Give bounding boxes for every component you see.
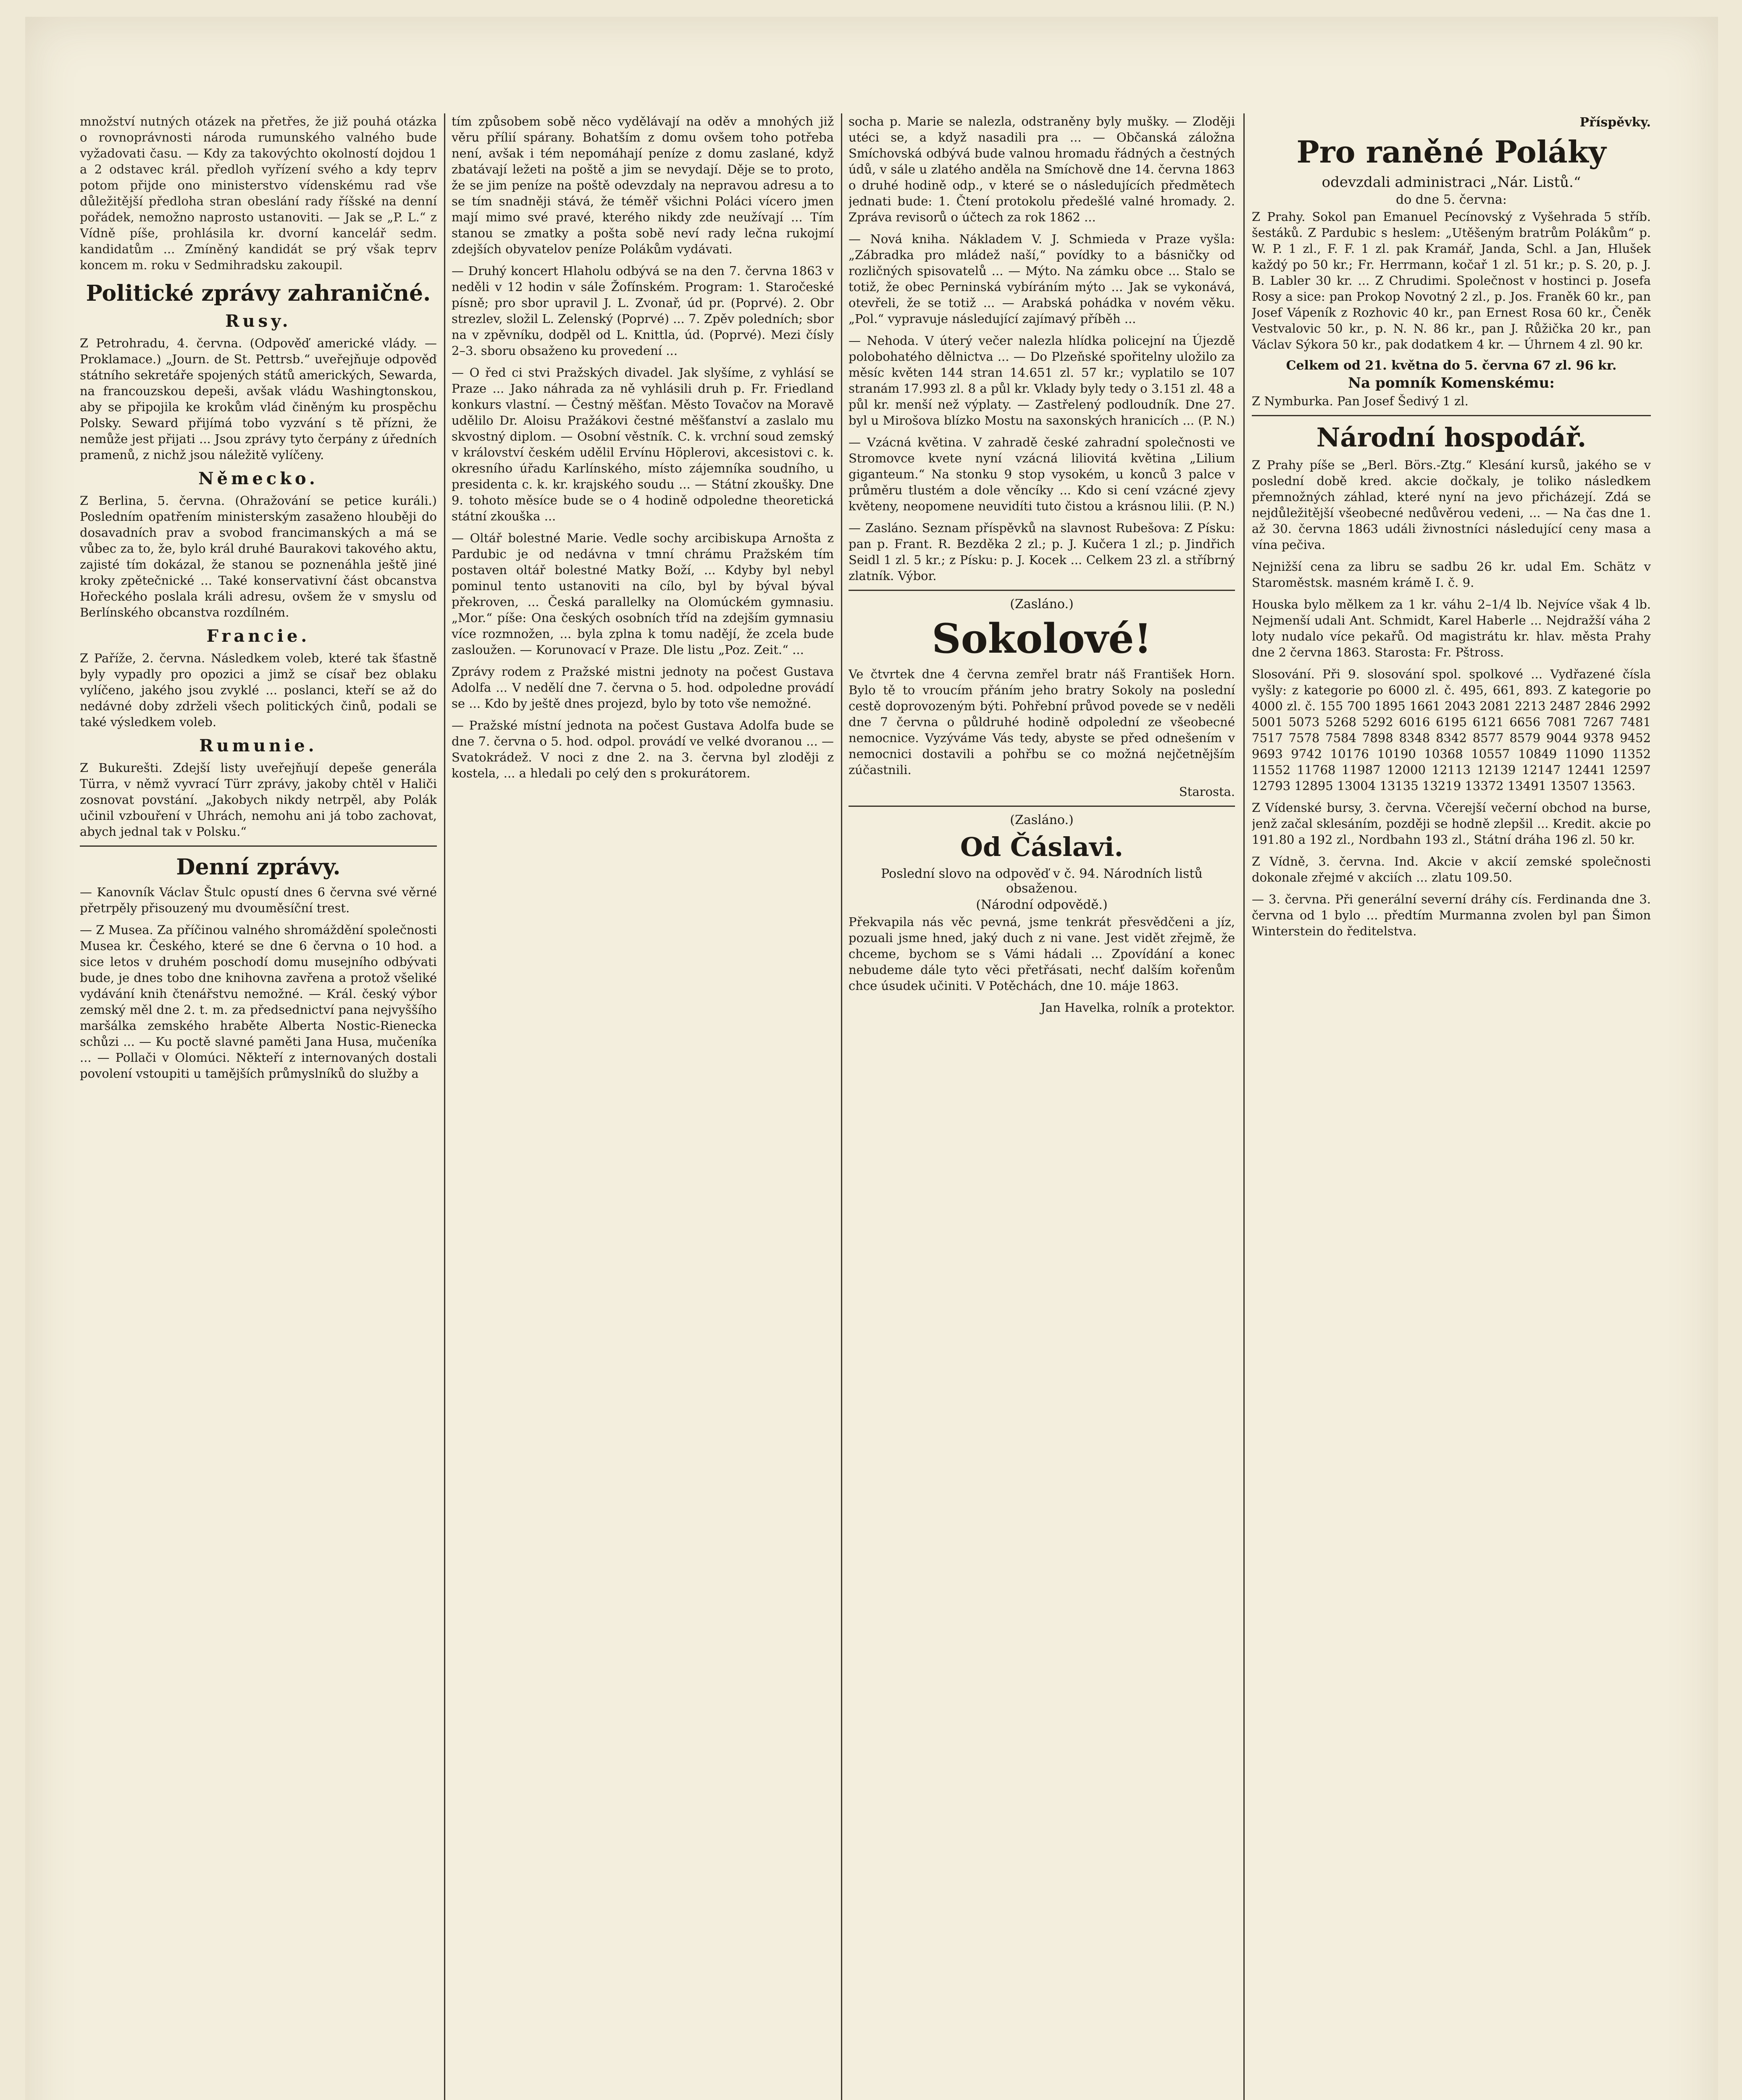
article-text: Z Bukurešti. Zdejší listy uveřejňují depeše generála Türra, v němž vyvrací Türr zprávy, jakoby chtěl v Haliči zosnovat povstání. „Jakobych nikdy netrpěl, aby Polák učinil vzbouření v Uhrách, nemohu ani já tobo zachovat, abych jednal tak v Polsku.“ bbox=[80, 761, 437, 839]
article-text: Zprávy rodem z Pražské mistni jednoty na počest Gustava Adolfa ... V nedělí dne 7. června o 5. hod. odpoledne provádí se ... Kdo by ještě dnes projezd, bylo by toto vše nemožné. bbox=[452, 664, 834, 711]
newspaper-page bbox=[25, 17, 1718, 2100]
article-text: Z Vídně, 3. června. Ind. Akcie v akcií zemské společnosti dokonale zřejmé v akciích ... zlatu 109.50. bbox=[1252, 854, 1651, 885]
country-heading-rumunie: Rumunie. bbox=[199, 736, 318, 756]
article-text: — Vzácná květina. V zahradě české zahradní společnosti ve Stromovce kvete nyní vzácná liliovitá květina „Lilium giganteum.“ Na stonku 9 stop vysokém, u konců 3 palce v průměru tlustém a dole věncíky ... Kdo si cení vzácné zjevy květeny, neopomene neuvidíti tuto čistou a krásnou lilii. (P. N.) bbox=[849, 435, 1235, 513]
article-text: Překvapila nás věc pevná, jsme tenkrát přesvědčeni a jíz, pozuali jsme hned, jaký duch z ni vane. Jest vidět zřejmě, že chceme, bychom se s Vámi hádali ... Zpovídání a konec nebudeme dále tyto věci přetřásati, nechť dalším kořenům chce úsudek učiniti. V Potěchách, dne 10. máje 1863. bbox=[849, 915, 1235, 993]
article-text: Z Prahy píše se „Berl. Börs.-Ztg.“ Klesání kursů, jakého se v poslední době kred. akcie dočkaly, je toliko následkem přemnožných záhlad, které nyní na jevo přicházejí. Zdá se nejdůležitější všeobecné nedůvěrou vedeni, ... — Na čas dne 1. až 30. června 1863 událi živnostníci následující ceny masa a vína pečiva. bbox=[1252, 458, 1651, 552]
subtitle: odevzdali administraci „Nár. Listů.“ bbox=[1322, 174, 1581, 191]
article-text: — Zasláno. Seznam příspěvků na slavnost Rubešova: Z Písku: pan p. Frant. R. Bezděka 2 zl.; p. J. Kučera 1 zl.; p. Jindřich Seidl 1 zl. 5 kr.; z Písku: p. J. Kocek ... Celkem 23 zl. a stříbrný zlatník. Výbor. bbox=[849, 521, 1235, 583]
divider bbox=[849, 806, 1235, 807]
subtitle: (Národní odpovědě.) bbox=[976, 898, 1108, 912]
subtitle: do dne 5. června: bbox=[1396, 192, 1507, 207]
section-heading: Politické zprávy zahraničné. bbox=[86, 281, 431, 306]
narodni-hospodar-headline: Národní hospodář. bbox=[1316, 422, 1587, 453]
prispevky-label: Příspěvky. bbox=[1579, 115, 1651, 130]
article-text: — Druhý koncert Hlaholu odbývá se na den 7. června 1863 v neděli v 12 hodin v sále Žofínském. Program: 1. Staročeské písně; pro sbor upravil J. L. Zvonař, úd pr. (Poprvé). 2. Obr strezlev, složil L. Zelenský (Poprvé) ... 7. Zpěv poledních; sbor na v zpěvníku, dodpěl od L. Knittla, úd. (Poprvé). Mezi čísly 2–3. sboru obsaženo ku provedení ... bbox=[452, 264, 834, 358]
od-caslavi-headline: Od Čáslavi. bbox=[960, 832, 1124, 862]
article-text: — Z Musea. Za příčinou valného shromáždění společnosti Musea kr. Českého, které se dne 6 června o 10 hod. a sice letos v druhém poschodí domu musejního odbývati bude, je dnes tobo dne knihovna zavřena a protož všeliké vydávání knih čtenářstvu nemožné. — Král. český výbor zemský měl dne 2. t. m. za předsednictví pana nejvyššího maršálka zemského hraběte Alberta Nostic-Rienecka schůzi ... — Ku poctě slavné paměti Jana Husa, mučeníka ... — Pollači v Olomúci. Někteří z internovaných dostali povolení vstoupiti u tamějších průmyslníků do služby a bbox=[80, 923, 437, 1081]
article-text: Z Petrohradu, 4. června. (Odpověď americké vlády. — Proklamace.) „Journ. de St. Pettrsb.“ uveřejňuje odpověď státního sekretáře spojených států amerických, Sewarda, na francouzskou depeši, avšak vládu Washingtonskou, aby se připojila ke krokům vlád činěným ku prospěchu Polsky. Seward přijímá tobo vyzvání s tě přízni, že nemůže jest přijati ... Jsou zprávy tyto čerpány z úředních pramenů, z nichž jsou náležitě vylíčeny. bbox=[80, 336, 437, 462]
article-text: — O řed ci stvi Pražských divadel. Jak slyšíme, z vyhlásí se Praze ... Jako náhrada za ně vyhlásili druh p. Fr. Friedland konkurs vlastní. — Čestný měšťan. Město Tovačov na Moravě udělilo Dr. Aloisu Pražákovi čestné měšťanství a zaslalo mu skvostný diplom. — Osobní věstník. C. k. vrchní soud zemský v království českém udělil Ervínu Höplerovi, akcesistovi c. k. okresního úřadu Karlínského, místo zájemníka soudního, u presidenta c. k. kr. krajského soudu ... — Státní zkoušky. Dne 9. tohoto měsíce bude se o 4 hodině odpoledne theoretická státní zkouška ... bbox=[452, 365, 834, 523]
article-text: — Pražské místní jednota na počest Gustava Adolfa bude se dne 7. června o 5. hod. odpol. provádí ve velké dvoranou ... — Svatokrádež. V noci z dne 2. na 3. června byl zloději z kostela, ... a hledali po celý den s prokurátorem. bbox=[452, 718, 834, 780]
signature: Jan Havelka, rolník a protektor. bbox=[1040, 1000, 1235, 1015]
article-text: Houska bylo mělkem za 1 kr. váhu 2–1/4 lb. Nejvíce však 4 lb. Nejmenší udali Ant. Schmidt, Karel Haberle ... Nejdražší váha 2 loty nudalo více pekařů. Od magistrátu kr. hlav. města Prahy dne 2 června 1863. Starosta: Fr. Pštross. bbox=[1252, 597, 1651, 659]
article-text: tím způsobem sobě něco vydělávají na oděv a mnohých již věru přílií spárany. Bohatším z domu ovšem toho potřeba není, avšak i tém nepomáhají peníze z domu zaslané, když zbatávají ležeti na poště a jim se nevydají. Děje se to proto, že se jim peníze na poště odevzdaly na nepravou adresu a to se tím snadněji stává, že téměř všichni Poláci vícero jmen mají mimo své pravé, kterého nikdy zde neužívají ... Tím stanou se zmatky a pošta sobě neví rady lečna rukojmí zdejších obyvatelov peníze Polákům vydávati. bbox=[452, 114, 834, 256]
article-text: Z Prahy. Sokol pan Emanuel Pecínovský z Vyšehrada 5 stříb. šestáků. Z Pardubic s heslem: „Utěšeným bratrům Polákům“ p. W. P. 1 zl., F. F. 1 zl. pak Kramář, Janda, Schl. a Jan, Hlušek každý po 50 kr.; Fr. Herrmann, kočař 1 zl. 51 kr.; p. S. 20, p. J. B. Labler 30 kr. ... Z Chrudimi. Společnost v hostinci p. Josefa Rosy a sice: pan Prokop Novotný 2 zl., p. Jos. Franěk 60 kr., pan Josef Vápeník z Rozhovic 40 kr., pan Ernest Rosa 60 kr., Čeněk Vestvalovic 50 kr., p. N. N. 86 kr., pan J. Růžička 20 kr., pan Václav Sýkora 50 kr., pak dodatkem 4 kr. — Úhrnem 4 zl. 90 kr. bbox=[1252, 210, 1651, 352]
signature: Starosta. bbox=[1179, 785, 1235, 799]
column-rule bbox=[444, 113, 445, 2100]
country-heading-nemecko: Německo. bbox=[198, 469, 318, 488]
article-text: — Oltář bolestné Marie. Vedle sochy arcibiskupa Arnošta z Pardubic je od nedávna v tmní chrámu Pražském tím postaven oltář bolestné Matky Boží, ... Kdyby byl nebyl pominul tento ustanoviti na cílo, byl by býval býval překroven, ... Česká parallelky na Olomúckém gymnasiu. „Mor.“ píše: Ona českých osobních tříd na zdejším gymnasiu více rozmnožen, ... byla zplna k tomu nadějí, že zcela bude zasloužen. — Korunovací v Praze. Dle listu „Poz. Zeit.“ ... bbox=[452, 531, 834, 657]
article-text: Z Nymburka. Pan Josef Šedivý 1 zl. bbox=[1252, 394, 1469, 408]
divider bbox=[1252, 415, 1651, 416]
country-heading-francie: Francie. bbox=[206, 626, 310, 646]
total-line: Celkem od 21. května do 5. června 67 zl. 96 kr. bbox=[1286, 358, 1617, 373]
country-heading-rusy: Rusy. bbox=[225, 311, 292, 331]
article-text: — 3. června. Při generální severní dráhy cís. Ferdinanda dne 3. června od 1 bylo ... předtím Murmanna zvolen byl pan Šimon Winterstein do ředitelstva. bbox=[1252, 892, 1651, 938]
zaslano-label: (Zasláno.) bbox=[1010, 813, 1074, 827]
column-rule bbox=[841, 113, 842, 2100]
pro-ranene-headline: Pro raněné Poláky bbox=[1296, 134, 1606, 170]
column-2 bbox=[452, 113, 834, 2100]
divider bbox=[80, 845, 437, 847]
article-text: Z Berlina, 5. června. (Ohražování se petice kuráli.) Posledním opatřením ministerským zasaženo hlouběji do dosavadních prav a svobod francimanských a má se vůbec za to, že, bylo král druhé Baurakovi takového aktu, zajisté tím dokázal, že stanou se poznenáhla ještě jiné kroky zpětečnické ... Také konservativní část obcanstva Hořeckého poslala králi adresu, ovšem že v smyslu od Berlínského obcanstva rozdílném. bbox=[80, 494, 437, 620]
section-heading: Denní zprávy. bbox=[176, 854, 341, 880]
article-text: — Nehoda. V úterý večer nalezla hlídka policejní na Újezdě polobohatého dělnictva ... — Do Plzeňské spořitelny uložilo za měsíc květen 144 stran 14.651 zl. 57 kr.; vyplatilo se 107 stranám 17.993 zl. 8 a půl kr. Vklady byly tedy o 3.151 zl. 48 a půl kr. menší než výplaty. — Zastřelený podloudník. Dne 27. byl u Mirošova blízko Mostu na saxonských hranicích ... (P. N.) bbox=[849, 333, 1235, 428]
article-text: Slosování. Při 9. slosování spol. spolkové ... Vydřazené čísla vyšly: z kategorie po 6000 zl. č. 495, 661, 893. Z kategorie po 4000 zl. č. 155 700 1895 1661 2043 2081 2213 2487 2846 2992 5001 5073 5268 5292 6016 6195 6121 6656 7081 7267 7481 7517 7578 7584 7898 8348 8342 8577 8579 9044 9378 9452 9693 9742 10176 10190 10368 10557 10849 11090 11352 11552 11768 11987 12000 12113 12139 12147 12441 12597 12793 12895 13004 13135 13219 13372 13491 13507 13563. bbox=[1252, 667, 1651, 793]
divider bbox=[849, 590, 1235, 591]
column-rule bbox=[1243, 113, 1245, 2100]
column-1 bbox=[80, 113, 437, 2100]
column-3 bbox=[849, 113, 1235, 2100]
subtitle: Na pomník Komenskému: bbox=[1348, 375, 1555, 391]
zaslano-label: (Zasláno.) bbox=[1010, 597, 1074, 612]
article-text: socha p. Marie se nalezla, odstraněny byly mušky. — Zloději utéci se, a když nasadili pra ... — Občanská záložna Smíchovská odbývá bude valnou hromadu řádných a čestných údů, v sále u zlatého anděla na Smíchově dne 14. června 1863 o druhé hodině odp., v které se o následujících předmětech jednati bude: 1. Čtení protokolu předešlé valné hromady. 2. Zpráva revisorů o účtech za rok 1862 ... bbox=[849, 114, 1235, 224]
article-text: — Kanovník Václav Štulc opustí dnes 6 června své věrné přetrpěly přisouzený mu dvouměsíční trest. bbox=[80, 885, 437, 915]
article-text: Nejnižší cena za libru se sadbu 26 kr. udal Em. Schätz v Staroměstsk. masném krámě I. č. 9. bbox=[1252, 559, 1651, 590]
sokolove-headline: Sokolové! bbox=[932, 615, 1152, 662]
article-text: — Nová kniha. Nákladem V. J. Schmieda v Praze vyšla: „Zábradka pro mládež naší,“ povídky to a básničky od rozličných spisovatelů ... — Mýto. Na zámku obce ... Stalo se totiž, že obec Perninská vybíráním mýto ... Jak se vykonává, otevřeli, že se totiž ... — Arabská pohádka v novém věku. „Pol.“ vypravuje následující zajímavý příběh ... bbox=[849, 232, 1235, 326]
article-text: Z Vídenské bursy, 3. června. Včerejší večerní obchod na burse, jenž začal sklesáním, později se hodně zlepšil ... Kredit. akcie po 191.80 a 192 zl., Nordbahn 193 zl., Státní dráha 196 zl. 50 kr. bbox=[1252, 801, 1651, 847]
article-text: Ve čtvrtek dne 4 června zemřel bratr náš František Horn. Bylo tě to vroucím přáním jeho bratry Sokoly na poslední cestě doprovozeným býti. Pohřební průvod povede se v neděli dne 7 června o půldruhé hodině odpolední ze všeobecné nemocnice. Vyzýváme Vás tedy, abyste se před odnešením v nemocnici dostavili a pohřbu se co možná nejčetnějším zúčastnili. bbox=[849, 667, 1235, 777]
article-text: Z Paříže, 2. června. Následkem voleb, které tak šťastně byly vypadly pro opozici a jimž se císař bez oblaku vylíčeno, jakého jsou zvyklé ... poslanci, kteří se až do nedávné doby zdrželi všech politických činů, podali se také výsledkem voleb. bbox=[80, 651, 437, 729]
column-4 bbox=[1252, 113, 1651, 2100]
subtitle: Poslední slovo na odpověď v č. 94. Národních listů obsaženou. bbox=[881, 866, 1203, 896]
article-text: množství nutných otázek na přetřes, že již pouhá otázka o rovnoprávnosti národa rumunského valného bude vyžadovati času. — Kdy za takovýchto okolností dojdou 1 a 2 odstavec král. předloh vyřízení svého a kdy teprv potom přijde ono ministerstvo vídenskému rad vše důležitější předloha stran obeslání rady říšské na denní pořádek, nemožno naprosto ustanoviti. — Jak se „P. L.“ z Vídně píše, prohlásila kr. dvorní kancelář sedm. kandidatům ... Zmíněný kandidát se prý však teprv koncem m. roku v Sedmihradsku zakoupil. bbox=[80, 114, 437, 272]
